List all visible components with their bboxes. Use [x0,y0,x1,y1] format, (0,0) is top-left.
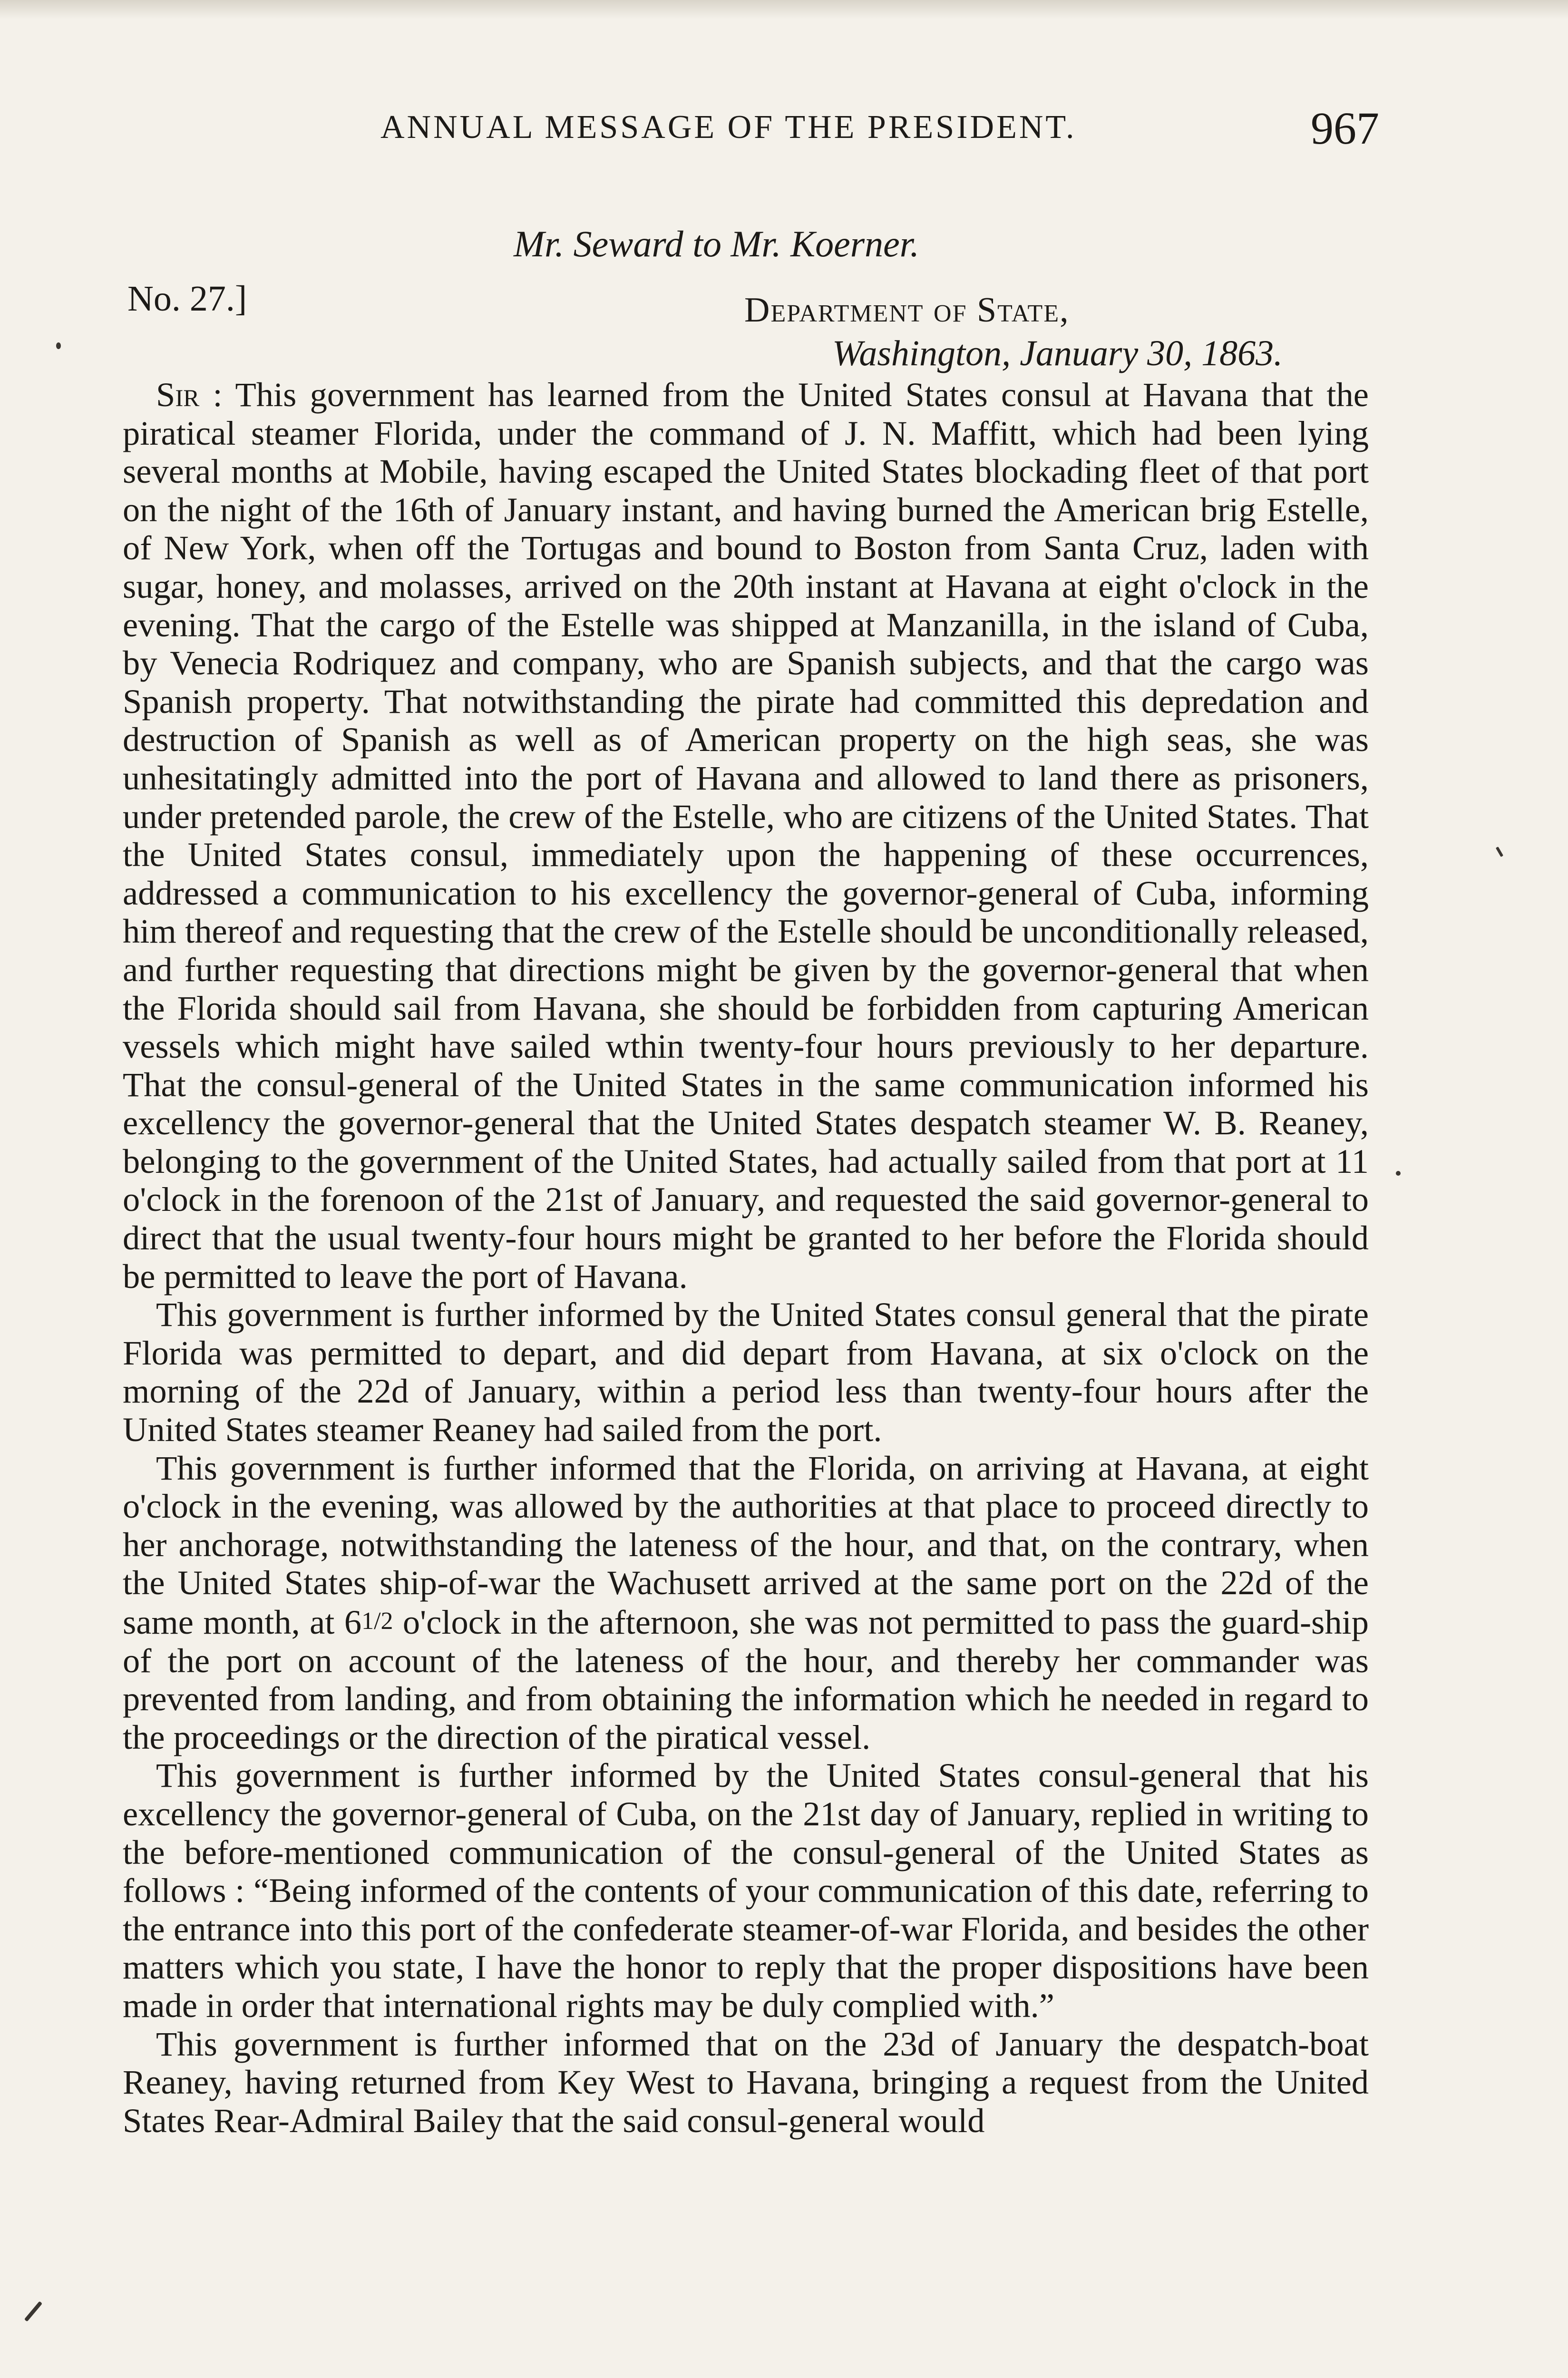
paragraph-2: This government is further informed by the United States consul general that the pirate Florida was permitted to depart, and did depart from Havana, at six o'clock on the morning of the 22d of January, within a period less than twenty-four hours after the United States steamer Reaney had sailed from the port. [123,1295,1369,1449]
paragraph-5: This government is further informed that on the 23d of January the despatch-boat Reaney, having returned from Key West to Havana, bringing a request from the United States Rear-Admiral Bailey that the said consul-general would [123,2024,1369,2140]
scan-edge [0,0,1568,19]
paragraph-4: This government is further informed by the United States consul-general that his excellency the governor-general of Cuba, on the 21st day of January, replied in writing to the before-mentioned communication of the consul-general of the United States as follows : “Being informed of the contents of your communication of this date, referring to the entrance into this port of the confederate steamer-of-war Florida, and besides the other matters which you state, I have the honor to reply that the proper dispositions have been made in order that international rights may be duly complied with.” [123,1756,1369,2025]
page-number: 967 [1311,103,1379,154]
scan-speck [24,2301,42,2321]
paragraph-1-text: : This government has learned from the United States consul at Havana that the piratical steamer Florida, under the command of J. N. Maffitt, which had been lying several months at Mobile, having escaped the United States blockading fleet of that port on the night of the 16th of January instant, and having burned the American brig Estelle, of New York, when off the Tortugas and bound to Boston from Santa Cruz, laden with sugar, honey, and molasses, arrived on the 20th instant at Havana at eight o'clock in the evening. That the cargo of the Estelle was shipped at Manzanilla, in the island of Cuba, by Venecia Rodriquez and company, who are Spanish subjects, and that the cargo was Spanish property. That notwithstanding the pirate had committed this depredation and destruction of Spanish as well as of American property on the high seas, she was unhesitatingly admitted into the port of Havana and allowed to land there as prisoners, under pretended parole, the crew of the Estelle, who are citizens of the United States. That the United States consul, immediately upon the happening of these occurrences, addressed a communication to his excellency the governor-general of Cuba, informing him thereof and requesting that the crew of the Estelle should be unconditionally released, and further requesting that directions might be given by the governor-general that when the Florida should sail from Havana, she should be forbidden from capturing American vessels which might have sailed wthin twenty-four hours previously to her departure. That the consul-general of the United States in the same communication informed his excellency the governor-general that the United States despatch steamer W. B. Reaney, belonging to the government of the United States, had actually sailed from that port at 11 o'clock in the forenoon of the 21st of January, and requested the said governor-general to direct that the usual twenty-four hours might be granted to her before the Florida should be permitted to leave the port of Havana. [123,375,1369,1296]
document-number: No. 27.] [127,279,247,319]
page-header [124,103,1379,161]
salutation: Sir [156,375,200,414]
paragraph-3-text-b: o'clock in the afternoon, she was not permitted to pass the guard-ship of the port on account of the lateness of the hour, and thereby her commander was prevented from landing, and from obtaining the information which he needed in regard to the proceedings or the direction of the piratical vessel. [123,1603,1369,1756]
paragraph-3-text-a: This government is further informed that the Florida, on arriving at Havana, at eight o'clock in the evening, was allowed by the authorities at that place to proceed directly to her anchorage, notwithstanding the lateness of the hour, and that, on the contrary, when the United States ship-of-war the Wachusett arrived at the same port on the 22d of the same month, at 6 [123,1448,1369,1641]
running-head: ANNUAL MESSAGE OF THE PRESIDENT. [380,109,1077,146]
scan-speck [1496,847,1503,857]
scan-speck [1396,1171,1401,1176]
letter-body [123,376,1369,2140]
letter-title: Mr. Seward to Mr. Koerner. [514,223,919,264]
paragraph-3 [123,1449,1369,1757]
dateline-place-date: Washington, January 30, 1863. [832,333,1283,373]
scan-speck [56,342,61,349]
fraction-half: 1/2 [361,1608,393,1635]
paragraph-1 [123,376,1369,1296]
dateline-department: Department of State, [744,291,1070,330]
